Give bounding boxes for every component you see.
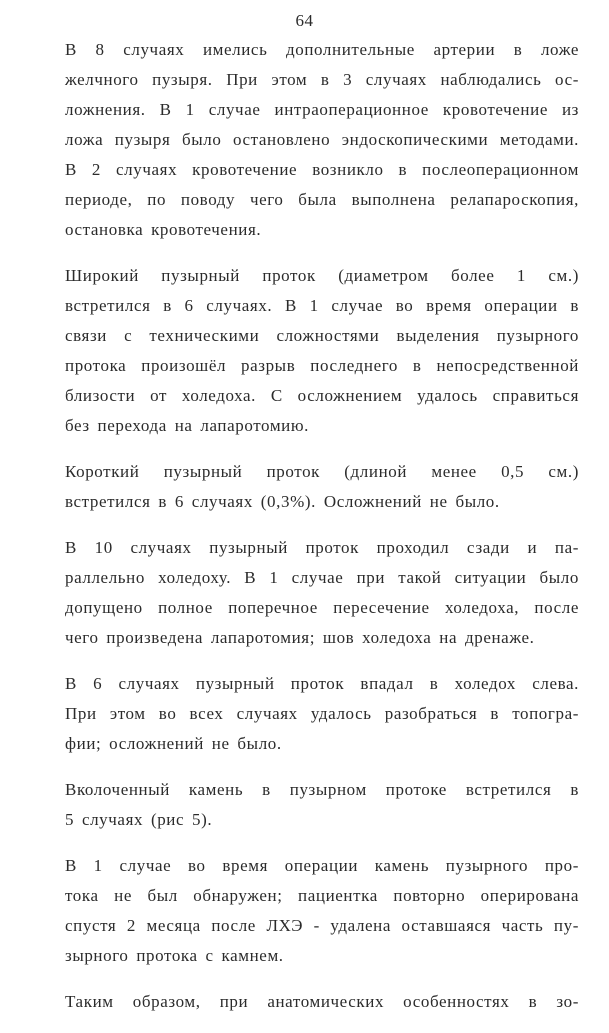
text-line: Таким образом, при анатомических особенностях в зо- (65, 992, 579, 1011)
body-text (31, 35, 579, 1033)
text-line: В 6 случаях пузырный проток впадал в холедох слева. (65, 674, 579, 693)
text-line: Вколоченный камень в пузырном протоке встретился в (65, 780, 579, 799)
text-line: связи с техническими сложностями выделения пузырного (65, 326, 579, 345)
text-line: протока произошёл разрыв последнего в непосредственной (65, 356, 579, 375)
text-line: 5 случаях (рис 5). (65, 810, 213, 829)
paragraph (31, 261, 579, 441)
text-line: допущено полное поперечное пересечение холедоха, после (65, 598, 579, 617)
text-line: ложнения. В 1 случае интраоперационное кровотечение из (65, 100, 579, 119)
paragraph (31, 851, 579, 971)
text-line: Короткий пузырный проток (длиной менее 0,5 см.) (65, 462, 579, 481)
text-line: При этом во всех случаях удалось разобраться в топогра- (65, 704, 579, 723)
text-line: В 2 случаях кровотечение возникло в послеоперационном (65, 160, 579, 179)
text-line: зырного протока с камнем. (65, 946, 284, 965)
text-line: встретился в 6 случаях. В 1 случае во время операции в (65, 296, 579, 315)
text-line: тока не был обнаружен; пациентка повторно оперирована (65, 886, 579, 905)
text-line: раллельно холедоху. В 1 случае при такой ситуации было (65, 568, 579, 587)
text-line: фии; осложнений не было. (65, 734, 282, 753)
paragraph (31, 775, 579, 835)
text-line: В 1 случае во время операции камень пузырного про- (65, 856, 579, 875)
text-line: ложа пузыря было остановлено эндоскопическими методами. (65, 130, 579, 149)
text-line: чего произведена лапаротомия; шов холедоха на дренаже. (65, 628, 535, 647)
text-line: В 8 случаях имелись дополнительные артерии в ложе (65, 40, 579, 59)
paragraph (31, 669, 579, 759)
paragraph (31, 987, 579, 1017)
text-line: без перехода на лапаротомию. (65, 416, 310, 435)
text-line: близости от холедоха. С осложнением удалось справиться (65, 386, 579, 405)
paragraph (31, 457, 579, 517)
paragraph (31, 533, 579, 653)
text-line: В 10 случаях пузырный проток проходил сзади и па- (65, 538, 579, 557)
text-line: желчного пузыря. При этом в 3 случаях наблюдались ос- (65, 70, 579, 89)
text-line: остановка кровотечения. (65, 220, 262, 239)
page-number: 64 (295, 11, 314, 30)
paragraph (31, 35, 579, 245)
text-line: спустя 2 месяца после ЛХЭ - удалена оставшаяся часть пу- (65, 916, 579, 935)
text-line: встретился в 6 случаях (0,3%). Осложнений не было. (65, 492, 500, 511)
text-line: Широкий пузырный проток (диаметром более 1 см.) (65, 266, 579, 285)
text-line: периоде, по поводу чего была выполнена релапароскопия, (65, 190, 579, 209)
